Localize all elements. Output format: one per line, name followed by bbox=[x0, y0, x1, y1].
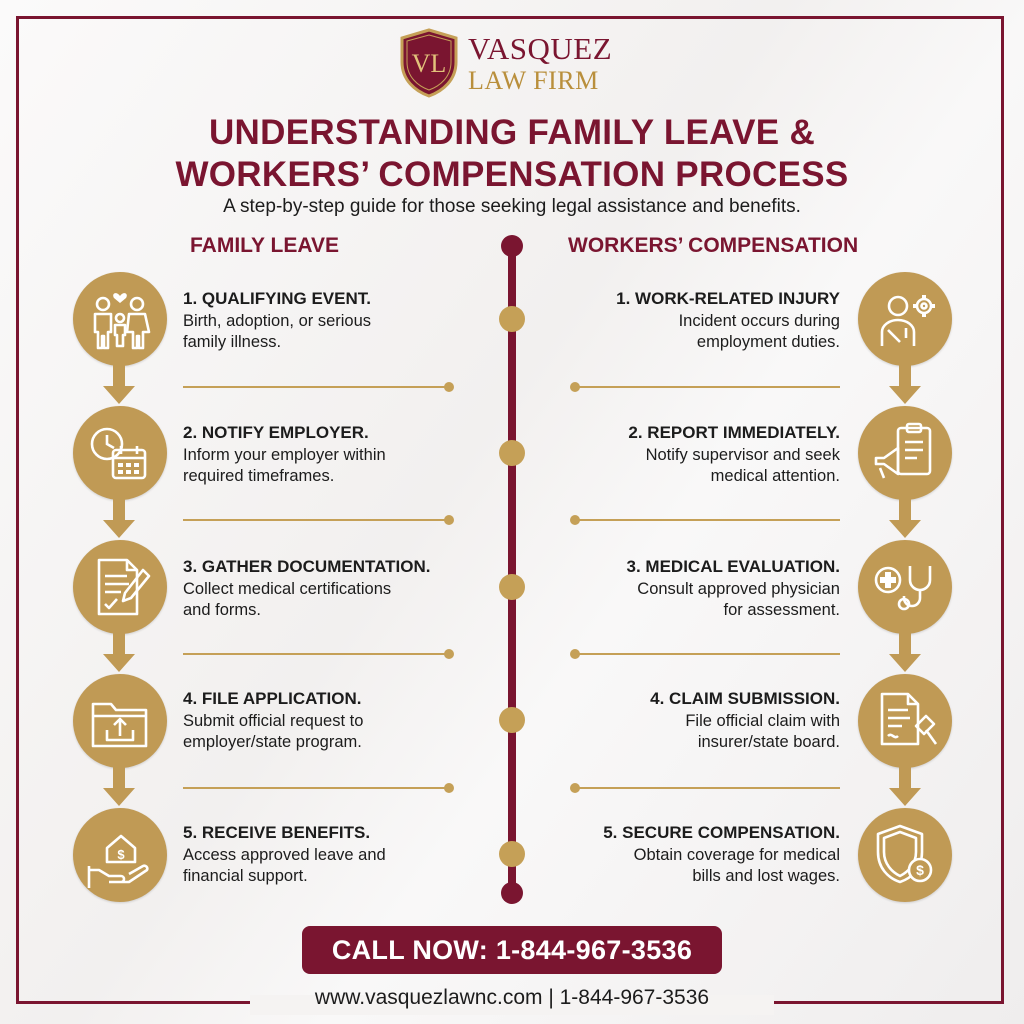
comp-step-1-title: 1. WORK-RELATED INJURY bbox=[616, 289, 840, 308]
arrow-down-icon bbox=[102, 364, 136, 404]
page-subtitle: A step-by-step guide for those seeking legal assistance and benefits. bbox=[223, 196, 801, 217]
desc-line: Incident occurs during bbox=[678, 312, 840, 330]
comp-step-4-title: 4. CLAIM SUBMISSION. bbox=[650, 689, 840, 708]
family-step-3-desc bbox=[183, 579, 391, 621]
desc-line: family illness. bbox=[183, 333, 282, 351]
folder-upload-icon bbox=[73, 674, 167, 768]
timeline-dot bbox=[499, 841, 525, 867]
desc-line: File official claim with bbox=[685, 712, 840, 730]
svg-text:$: $ bbox=[117, 847, 125, 862]
family-step-1-title: 1. QUALIFYING EVENT. bbox=[183, 289, 371, 308]
arrow-down-icon bbox=[888, 364, 922, 404]
desc-line: employment duties. bbox=[696, 333, 840, 351]
comp-step-5-desc bbox=[634, 845, 840, 887]
desc-line: Submit official request to bbox=[183, 712, 364, 730]
comp-step-5-title: 5. SECURE COMPENSATION. bbox=[603, 823, 840, 842]
workers-comp-heading: WORKERS’ COMPENSATION bbox=[568, 234, 859, 257]
step-divider bbox=[183, 653, 448, 655]
timeline-start-dot bbox=[501, 235, 523, 257]
shield-dollar-icon bbox=[858, 808, 952, 902]
hand-house-dollar-icon bbox=[73, 808, 167, 902]
family-step-2-desc bbox=[183, 445, 386, 487]
step-divider bbox=[183, 787, 448, 789]
family-step-4-title: 4. FILE APPLICATION. bbox=[183, 689, 362, 708]
arrow-down-icon bbox=[102, 766, 136, 806]
timeline-end-dot bbox=[501, 882, 523, 904]
family-leave-heading: FAMILY LEAVE bbox=[190, 234, 339, 257]
document-gavel-icon bbox=[858, 674, 952, 768]
arrow-down-icon bbox=[888, 498, 922, 538]
desc-line: financial support. bbox=[183, 867, 308, 885]
title-line1: UNDERSTANDING FAMILY LEAVE & bbox=[208, 113, 816, 152]
step-divider bbox=[576, 386, 840, 388]
stethoscope-cross-icon bbox=[858, 540, 952, 634]
comp-step-3-title: 3. MEDICAL EVALUATION. bbox=[626, 557, 840, 576]
family-step-4-desc bbox=[183, 711, 363, 753]
desc-line: Consult approved physician bbox=[637, 580, 840, 598]
footer-contact: www.vasquezlawnc.com | 1-844-967-3536 bbox=[314, 986, 710, 1009]
title-line2: WORKERS’ COMPENSATION PROCESS bbox=[175, 155, 849, 194]
firm-logo bbox=[398, 28, 638, 100]
desc-line: for assessment. bbox=[723, 601, 840, 619]
page-title bbox=[0, 112, 1024, 196]
desc-line: Collect medical certifications bbox=[183, 580, 392, 598]
svg-text:VL: VL bbox=[411, 49, 447, 78]
family-step-3-title: 3. GATHER DOCUMENTATION. bbox=[183, 557, 431, 576]
family-step-1-desc bbox=[183, 311, 371, 353]
comp-step-2-title: 2. REPORT IMMEDIATELY. bbox=[628, 423, 840, 442]
desc-line: bills and lost wages. bbox=[692, 867, 840, 885]
desc-line: and forms. bbox=[183, 601, 261, 619]
step-divider bbox=[576, 653, 840, 655]
desc-line: Notify supervisor and seek bbox=[645, 446, 840, 464]
family-step-2-title: 2. NOTIFY EMPLOYER. bbox=[183, 423, 369, 442]
desc-line: Access approved leave and bbox=[183, 846, 386, 864]
comp-step-1-desc bbox=[679, 311, 840, 353]
clock-calendar-icon bbox=[73, 406, 167, 500]
step-divider bbox=[183, 386, 448, 388]
family-icon bbox=[73, 272, 167, 366]
timeline-dot bbox=[499, 574, 525, 600]
desc-line: required timeframes. bbox=[183, 467, 335, 485]
comp-step-2-desc bbox=[646, 445, 840, 487]
call-now-button[interactable]: CALL NOW: 1-844-967-3536 bbox=[302, 926, 722, 974]
family-step-5-title: 5. RECEIVE BENEFITS. bbox=[183, 823, 371, 842]
desc-line: insurer/state board. bbox=[697, 733, 840, 751]
timeline-dot bbox=[499, 440, 525, 466]
clipboard-megaphone-icon bbox=[858, 406, 952, 500]
shield-logo-icon bbox=[398, 28, 460, 98]
step-divider bbox=[576, 519, 840, 521]
family-step-5-desc bbox=[183, 845, 386, 887]
arrow-down-icon bbox=[888, 766, 922, 806]
logo-name-line2: LAW FIRM bbox=[468, 66, 599, 95]
arrow-down-icon bbox=[102, 498, 136, 538]
desc-line: Obtain coverage for medical bbox=[633, 846, 840, 864]
desc-line: medical attention. bbox=[710, 467, 840, 485]
arrow-down-icon bbox=[102, 632, 136, 672]
arrow-down-icon bbox=[888, 632, 922, 672]
step-divider bbox=[576, 787, 840, 789]
injured-worker-icon bbox=[858, 272, 952, 366]
timeline-spine bbox=[508, 246, 516, 892]
logo-name-line1: VASQUEZ bbox=[468, 31, 613, 66]
document-pen-icon bbox=[73, 540, 167, 634]
svg-text:$: $ bbox=[916, 862, 924, 878]
timeline-dot bbox=[499, 306, 525, 332]
comp-step-3-desc bbox=[637, 579, 840, 621]
desc-line: Inform your employer within bbox=[183, 446, 386, 464]
desc-line: Birth, adoption, or serious bbox=[183, 312, 372, 330]
comp-step-4-desc bbox=[685, 711, 840, 753]
timeline-dot bbox=[499, 707, 525, 733]
desc-line: employer/state program. bbox=[183, 733, 362, 751]
step-divider bbox=[183, 519, 448, 521]
